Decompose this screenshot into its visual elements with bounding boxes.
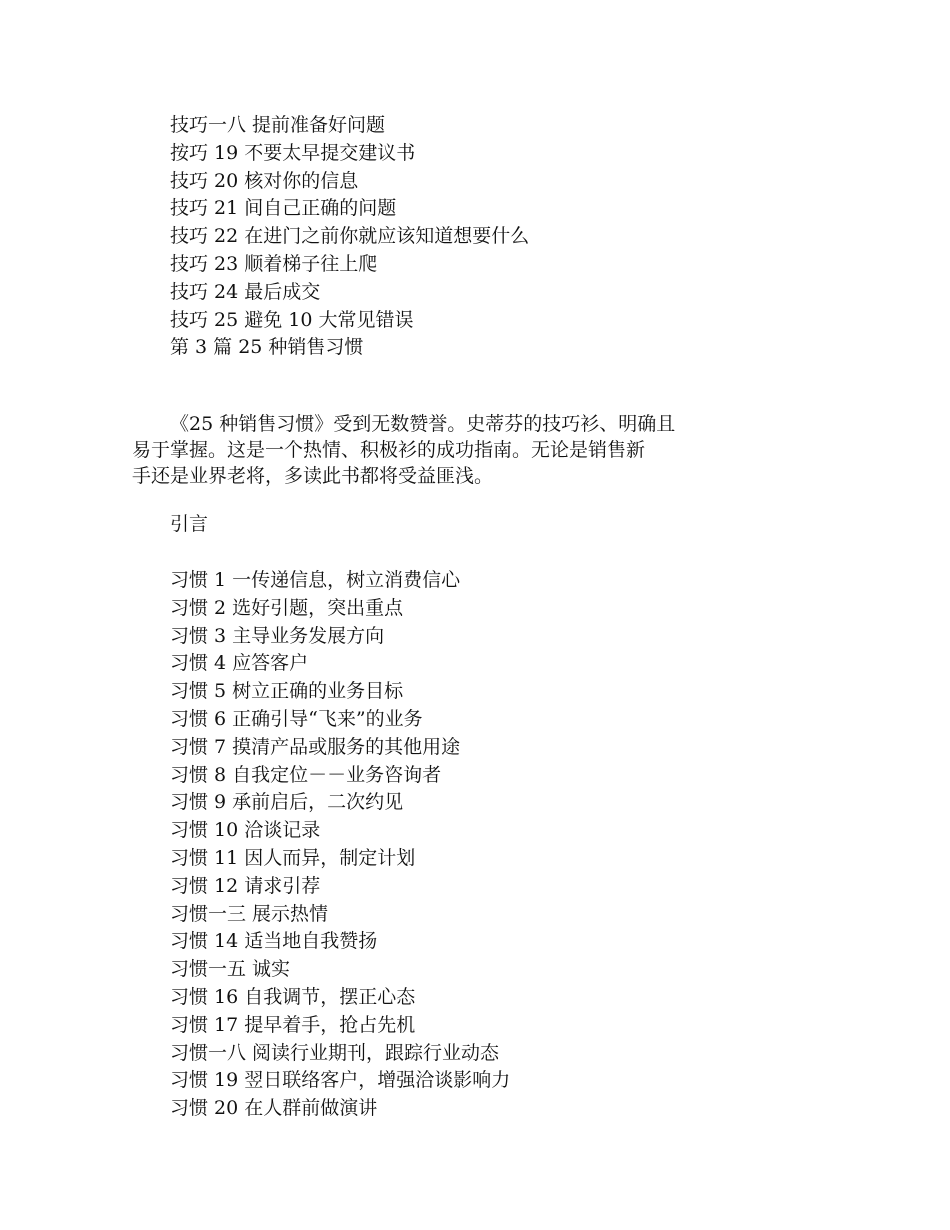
toc-item: 习惯 11 因人而异，制定计划 <box>170 846 416 869</box>
toc-item: 习惯 3 主导业务发展方向 <box>170 624 385 647</box>
paragraph-line: 《25 种销售习惯》受到无数赞誉。史蒂芬的技巧衫、明确且 <box>170 413 676 435</box>
toc-item: 习惯 10 洽谈记录 <box>170 819 321 842</box>
toc-item: 技巧 24 最后成交 <box>170 280 321 303</box>
toc-list-habits <box>170 567 510 1123</box>
toc-item: 技巧 21 间自己正确的问题 <box>170 197 397 220</box>
toc-item: 习惯 8 自我定位－－业务咨询者 <box>170 763 442 786</box>
toc-item: 习惯 2 选好引题，突出重点 <box>170 596 404 619</box>
section-heading: 引言 <box>170 513 209 535</box>
toc-item: 习惯 19 翌日联络客户，增强洽谈影响力 <box>170 1069 511 1092</box>
toc-item: 习惯 5 树立正确的业务目标 <box>170 680 404 703</box>
toc-item: 习惯 16 自我调节，摆正心态 <box>170 985 416 1008</box>
toc-item: 习惯一八 阅读行业期刊，跟踪行业动态 <box>170 1041 500 1064</box>
toc-item: 习惯 1 一传递信息，树立消费信心 <box>170 569 461 591</box>
toc-item: 习惯 14 适当地自我赞扬 <box>170 930 378 953</box>
intro-paragraph <box>132 411 772 489</box>
toc-item: 习惯 9 承前启后，二次约见 <box>170 791 404 814</box>
toc-item: 习惯 6 正确引导“飞来”的业务 <box>170 707 423 730</box>
toc-item: 习惯 12 请求引荐 <box>170 874 321 897</box>
toc-list-techniques <box>170 112 529 362</box>
toc-item: 技巧 20 核对你的信息 <box>170 169 359 192</box>
toc-item: 习惯一五 诚实 <box>170 958 291 981</box>
toc-item: 习惯 20 在人群前做演讲 <box>170 1097 378 1120</box>
toc-item: 习惯一三 展示热情 <box>170 902 329 925</box>
toc-item: 技巧 22 在进门之前你就应该知道想要什么 <box>170 225 530 248</box>
toc-item: 按巧 19 不要太早提交建议书 <box>170 141 416 164</box>
toc-item: 习惯 7 摸清产品或服务的其他用途 <box>170 735 461 758</box>
paragraph-line: 手还是业界老将，多读此书都将受益匪浅。 <box>132 465 494 487</box>
toc-item: 习惯 4 应答客户 <box>170 652 309 675</box>
toc-item: 技巧一八 提前准备好问题 <box>170 114 386 136</box>
toc-item: 习惯 17 提早着手，抢占先机 <box>170 1013 416 1036</box>
toc-item: 技巧 23 顺着梯子往上爬 <box>170 252 378 275</box>
toc-item-part-title: 第 3 篇 25 种销售习惯 <box>170 336 364 359</box>
toc-item: 技巧 25 避免 10 大常见错误 <box>170 308 414 331</box>
paragraph-line: 易于掌握。这是一个热情、积极衫的成功指南。无论是销售新 <box>132 439 646 461</box>
